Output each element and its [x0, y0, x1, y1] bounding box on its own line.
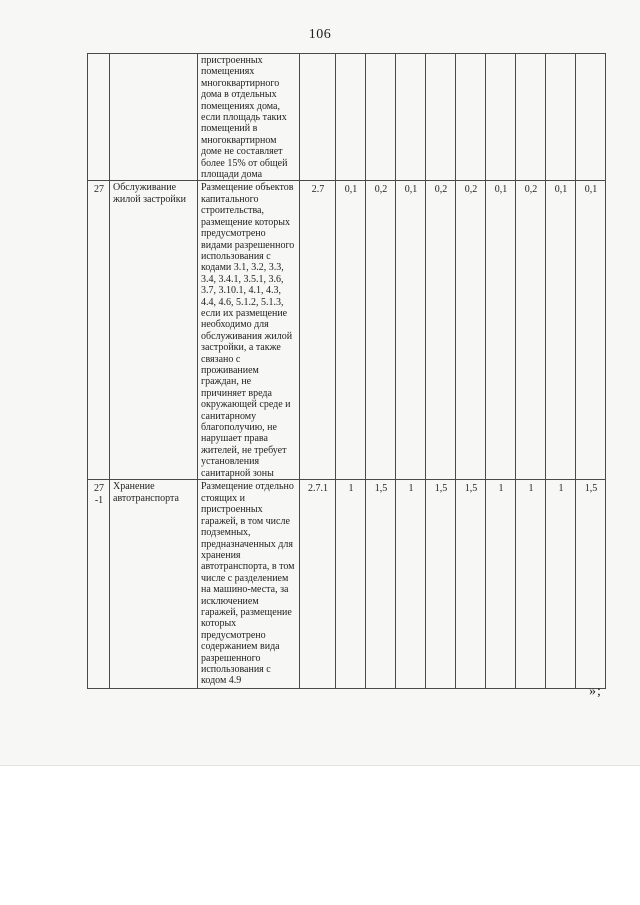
table-cell: 1 — [546, 480, 576, 689]
table-cell: 0,1 — [396, 181, 426, 480]
table-cell — [396, 54, 426, 181]
use-type-description: пристроенных помещениях многоквартирного дома в отдельных помещениях дома, если площадь таких помещений в многоквартирном доме не составляет более 15% от общей площади дома — [198, 54, 300, 181]
table-cell: 0,1 — [546, 181, 576, 480]
table-cell: 0,2 — [456, 181, 486, 480]
page-number: 106 — [308, 27, 332, 42]
table-cell: 0,2 — [516, 181, 546, 480]
use-type-description: Размещение объектов капитального строительства, размещение которых предусмотрено видами разрешенного использования с кодами 3.1, 3.2, 3.3, 3.4, 3.4.1, 3.5.1, 3.6, 3.7, 3.10.1, 4.1, 4.3, 4.4, 4.6, 5.1.2, 5.1.3, если их размещение необходимо для обслуживания жилой застройки, а также связано с проживанием граждан, не причиняет вреда окружающей среде и санитарному благополучию, не нарушает права жителей, не требует установления санитарной зоны — [198, 181, 300, 480]
table-row — [88, 54, 606, 181]
table-cell: 1 — [396, 480, 426, 689]
table-cell: 1,5 — [426, 480, 456, 689]
use-type-code — [300, 54, 336, 181]
use-type-name — [110, 54, 198, 181]
use-type-code: 2.7.1 — [300, 480, 336, 689]
row-number — [88, 54, 110, 181]
table-cell: 0,1 — [336, 181, 366, 480]
table-cell — [366, 54, 396, 181]
table-cell — [336, 54, 366, 181]
table-cell: 1 — [336, 480, 366, 689]
table-row — [88, 181, 606, 480]
table-cell — [516, 54, 546, 181]
table-cell: 1,5 — [576, 480, 606, 689]
table-cell — [546, 54, 576, 181]
table-cell: 1,5 — [366, 480, 396, 689]
use-type-description: Размещение отдельно стоящих и пристроенных гаражей, в том числе подземных, предназначенных для хранения автотранспорта, в том числе с разделением на машино-места, за исключением гаражей, размещение которых предусмотрено содержанием вида разрешенного использования с кодом 4.9 — [198, 480, 300, 689]
table-cell: 1 — [516, 480, 546, 689]
table-cell: 0,2 — [366, 181, 396, 480]
closing-quote-mark: »; — [589, 684, 602, 699]
table-row — [88, 480, 606, 689]
use-type-name: Хранение автотранспорта — [110, 480, 198, 689]
row-number: 27 -1 — [88, 480, 110, 689]
table-cell: 1,5 — [456, 480, 486, 689]
table-cell: 0,1 — [486, 181, 516, 480]
table-cell — [456, 54, 486, 181]
land-use-table — [87, 53, 606, 689]
table-cell — [426, 54, 456, 181]
use-type-name: Обслуживание жилой застройки — [110, 181, 198, 480]
table-cell: 1 — [486, 480, 516, 689]
table-cell: 0,1 — [576, 181, 606, 480]
table-cell: 0,2 — [426, 181, 456, 480]
use-type-code: 2.7 — [300, 181, 336, 480]
row-number: 27 — [88, 181, 110, 480]
table-cell — [486, 54, 516, 181]
table-cell — [576, 54, 606, 181]
